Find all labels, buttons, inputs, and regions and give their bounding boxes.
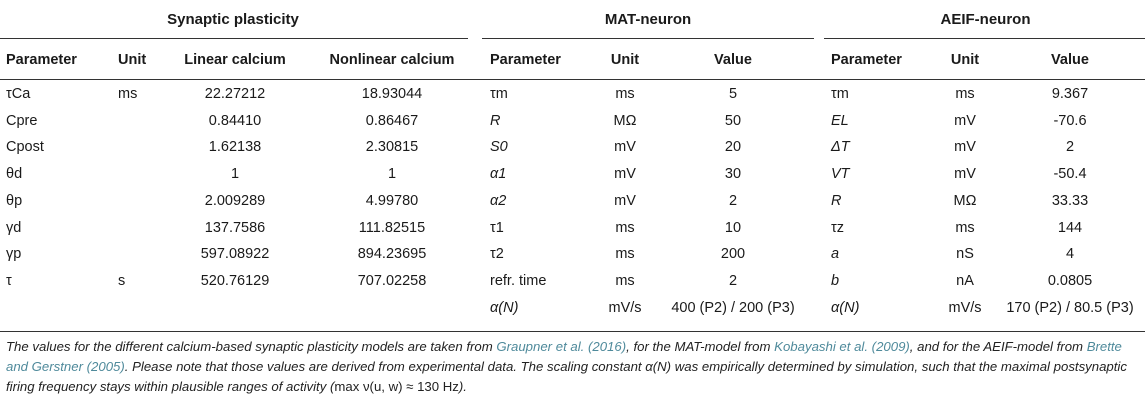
header-syn-unit: Unit: [118, 52, 147, 68]
cell-syn-nonlinear: 1: [387, 166, 397, 183]
cell-syn-parameter: γp: [6, 246, 22, 263]
cell-syn-parameter: Cpost: [6, 139, 44, 156]
group-rule-aeif: [824, 38, 1145, 39]
cell-syn-unit: s: [118, 272, 126, 289]
cell-aeif-unit: mV/s: [948, 299, 982, 316]
cell-syn-parameter: θd: [6, 166, 23, 183]
cell-mat-unit: mV/s: [608, 299, 642, 316]
footnote-formula: max ν(u, w) ≈ 130 Hz: [334, 379, 459, 394]
cell-mat-unit: ms: [615, 272, 635, 289]
cell-mat-value: 50: [724, 112, 742, 129]
cell-syn-parameter: θp: [6, 192, 23, 209]
cell-syn-linear: 137.7586: [204, 219, 266, 236]
group-rule-synaptic: [0, 38, 468, 39]
ref-kobayashi-link[interactable]: Kobayashi et al. (2009): [774, 339, 910, 354]
cell-mat-unit: MΩ: [613, 112, 637, 129]
cell-syn-linear: 2.009289: [204, 192, 266, 209]
cell-mat-parameter: τ2: [490, 246, 504, 263]
cell-syn-linear: 1: [230, 166, 240, 183]
group-header-row: [0, 0, 1145, 38]
cell-mat-value: 200: [720, 246, 746, 263]
cell-aeif-value: -70.6: [1053, 112, 1087, 129]
cell-syn-linear: 520.76129: [200, 272, 270, 289]
group-synaptic-plasticity: Synaptic plasticity: [167, 11, 299, 28]
cell-aeif-unit: mV: [954, 139, 976, 156]
cell-mat-value: 30: [724, 166, 742, 183]
header-mat-value: Value: [714, 52, 752, 68]
table-footnote: [6, 337, 1138, 397]
cell-syn-parameter: γd: [6, 219, 22, 236]
header-aeif-value: Value: [1051, 52, 1089, 68]
cell-aeif-parameter: ΔT: [831, 139, 850, 156]
cell-syn-parameter: Cpre: [6, 112, 38, 129]
cell-syn-nonlinear: 111.82515: [358, 219, 426, 236]
cell-aeif-value: 4: [1065, 246, 1075, 263]
cell-mat-value: 5: [728, 86, 738, 102]
cell-aeif-parameter: α(N): [831, 299, 860, 316]
cell-mat-parameter: τm: [490, 86, 508, 102]
cell-syn-nonlinear: 0.86467: [365, 112, 419, 129]
cell-syn-nonlinear: 18.93044: [361, 86, 423, 102]
cell-mat-parameter: α2: [490, 192, 507, 209]
ref-brette-link[interactable]: Brette and Gerstner (2005): [6, 339, 1122, 374]
bottom-rule: [0, 331, 1145, 332]
header-aeif-parameter: Parameter: [831, 52, 902, 68]
cell-mat-value: 400 (P2) / 200 (P3): [671, 299, 795, 316]
cell-aeif-value: 9.367: [1051, 86, 1089, 102]
group-mat-neuron: MAT-neuron: [604, 11, 692, 28]
cell-mat-unit: mV: [614, 192, 636, 209]
cell-aeif-parameter: EL: [831, 112, 849, 129]
cell-mat-parameter: R: [490, 112, 501, 129]
header-syn-linear: Linear calcium: [184, 52, 286, 68]
cell-aeif-parameter: VT: [831, 166, 850, 183]
cell-syn-nonlinear: 707.02258: [357, 272, 427, 289]
cell-aeif-unit: MΩ: [953, 192, 977, 209]
cell-aeif-value: -50.4: [1053, 166, 1087, 183]
cell-mat-parameter: refr. time: [490, 272, 547, 289]
cell-syn-nonlinear: 894.23695: [357, 246, 427, 263]
cell-aeif-unit: nA: [956, 272, 974, 289]
cell-mat-parameter: α(N): [490, 299, 519, 316]
cell-aeif-value: 2: [1065, 139, 1075, 156]
column-header-row: [0, 48, 1145, 76]
ref-graupner-link[interactable]: Graupner et al. (2016): [496, 339, 627, 354]
cell-syn-linear: 1.62138: [208, 139, 262, 156]
footnote-text-3: , and for the AEIF-model from: [909, 339, 1087, 354]
cell-aeif-parameter: a: [831, 246, 840, 263]
header-mat-unit: Unit: [610, 52, 640, 68]
header-mat-parameter: Parameter: [490, 52, 561, 68]
header-rule: [0, 79, 1145, 80]
table-row: [0, 220, 1145, 244]
table-row: [0, 139, 1145, 163]
table-row: [0, 273, 1145, 297]
cell-syn-nonlinear: 4.99780: [365, 192, 419, 209]
cell-mat-unit: ms: [615, 246, 635, 263]
cell-mat-unit: ms: [615, 219, 635, 236]
cell-mat-value: 10: [724, 219, 742, 236]
header-aeif-unit: Unit: [950, 52, 980, 68]
cell-mat-parameter: α1: [490, 166, 507, 183]
cell-aeif-unit: mV: [954, 166, 976, 183]
cell-mat-unit: ms: [615, 86, 635, 102]
cell-syn-parameter: τCa: [6, 86, 31, 102]
cell-mat-value: 2: [728, 192, 738, 209]
cell-syn-linear: 597.08922: [200, 246, 270, 263]
cell-syn-unit: ms: [118, 86, 138, 102]
cell-syn-linear: 0.84410: [208, 112, 262, 129]
cell-mat-parameter: τ1: [490, 219, 504, 236]
cell-aeif-unit: ms: [955, 219, 975, 236]
cell-aeif-value: 144: [1057, 219, 1083, 236]
footnote-text-5: ).: [458, 379, 467, 394]
cell-aeif-unit: ms: [955, 86, 975, 102]
cell-aeif-value: 33.33: [1051, 192, 1089, 209]
cell-mat-value: 20: [724, 139, 742, 156]
cell-mat-parameter: S0: [490, 139, 508, 156]
cell-aeif-parameter: b: [831, 272, 840, 289]
cell-syn-parameter: τ: [6, 272, 12, 289]
group-aeif-neuron: AEIF-neuron: [940, 11, 1031, 28]
group-rule-mat: [482, 38, 814, 39]
footnote-text-4: . Please note that those values are derived from experimental data. The scaling constant α(N) was empirically determined by simulation, such that the maximal postsynaptic firing frequency stays within plausible ranges of activity (: [6, 359, 1127, 394]
cell-syn-nonlinear: 2.30815: [365, 139, 419, 156]
cell-aeif-parameter: τz: [831, 219, 844, 236]
cell-aeif-parameter: τm: [831, 86, 849, 102]
footnote-text-1: The values for the different calcium-based synaptic plasticity models are taken from: [6, 339, 497, 354]
cell-mat-unit: mV: [614, 139, 636, 156]
table-row: [0, 166, 1145, 190]
table-row: [0, 86, 1145, 110]
cell-aeif-parameter: R: [831, 192, 842, 209]
cell-mat-value: 2: [728, 272, 738, 289]
cell-aeif-value: 170 (P2) / 80.5 (P3): [1006, 299, 1134, 316]
cell-syn-linear: 22.27212: [204, 86, 266, 102]
cell-aeif-unit: mV: [954, 112, 976, 129]
table-row: [0, 300, 1145, 324]
footnote-text-2: , for the MAT-model from: [626, 339, 775, 354]
cell-mat-unit: mV: [614, 166, 636, 183]
table-row: [0, 113, 1145, 137]
cell-aeif-value: 0.0805: [1047, 272, 1093, 289]
table-row: [0, 246, 1145, 270]
header-syn-nonlinear: Nonlinear calcium: [329, 52, 455, 68]
table-row: [0, 193, 1145, 217]
cell-aeif-unit: nS: [956, 246, 974, 263]
header-syn-parameter: Parameter: [6, 52, 77, 68]
